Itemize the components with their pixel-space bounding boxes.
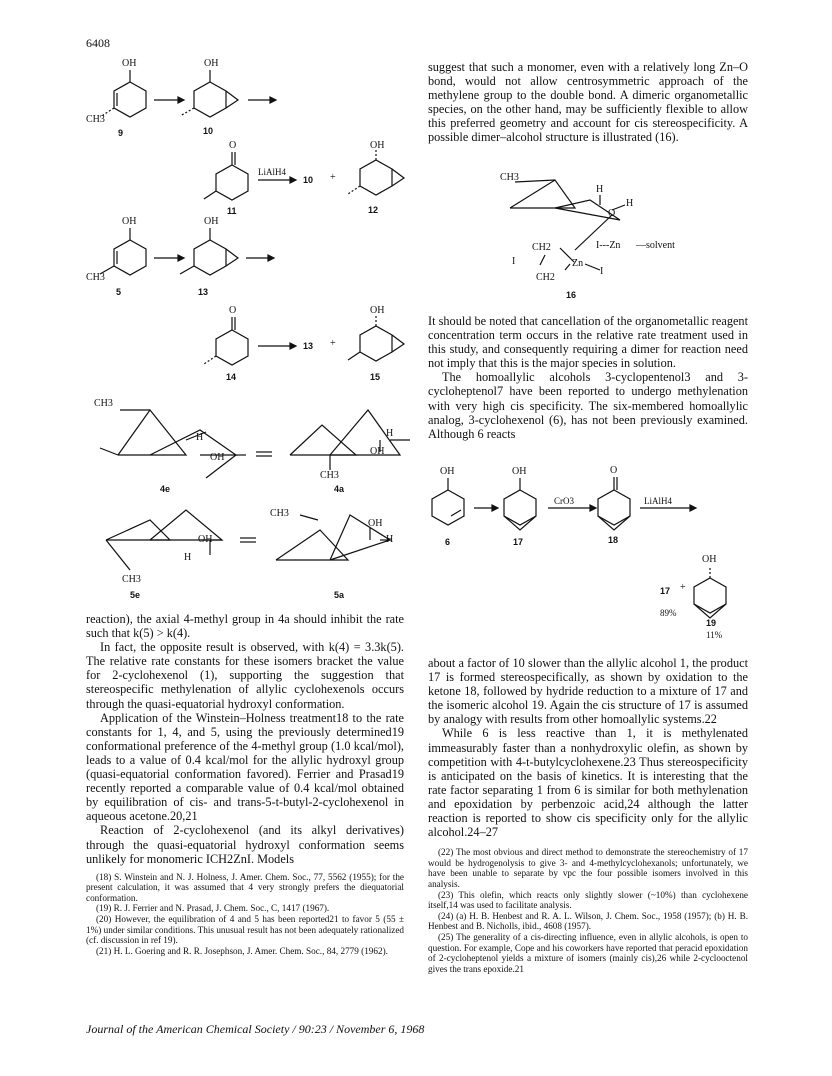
footnote: (23) This olefin, which reacts only slightly slower (~10%) than cyclohexene itself,14 was used to facilitate analysis. xyxy=(428,889,748,911)
oh-label: OH xyxy=(440,466,455,477)
ch2-label: CH2 xyxy=(536,272,555,283)
h-label: H xyxy=(196,432,204,443)
label-4a: 4a xyxy=(334,484,345,494)
h-label: H xyxy=(386,428,394,439)
footnote: (24) (a) H. B. Henbest and R. A. L. Wilson, J. Chem. Soc., 1958 (1957); (b) H. B. Henbest and B. Nicholls, ibid., 4608 (1957). xyxy=(428,910,748,932)
o-label: O xyxy=(229,305,237,316)
right-column-bottom-text xyxy=(428,656,748,974)
footnote: (20) However, the equilibration of 4 and 5 has been reported21 to favor 5 (55 ± 1%) under similar conditions. This unusual result has not been adequately rationalized (cf. discussion in ref 19). xyxy=(86,914,404,946)
ch3-label: CH3 xyxy=(500,172,519,183)
right-column-middle-text xyxy=(428,314,748,441)
structure-10 xyxy=(180,70,238,117)
oh-label: OH xyxy=(370,140,385,151)
plus: + xyxy=(330,338,336,349)
structure-19 xyxy=(694,566,726,618)
label-15: 15 xyxy=(370,372,381,382)
label-18: 18 xyxy=(608,535,619,545)
ch3-label: CH3 xyxy=(86,272,105,283)
ch3-label: CH3 xyxy=(270,508,289,519)
footnotes-right xyxy=(428,847,748,974)
oh-label: OH xyxy=(204,216,219,227)
structure-9 xyxy=(100,70,146,117)
structure-14 xyxy=(204,317,248,365)
footnotes-left xyxy=(86,872,404,957)
label-19: 19 xyxy=(706,618,717,628)
label-6: 6 xyxy=(445,537,451,547)
plus: + xyxy=(680,582,686,593)
zn-label: Zn xyxy=(572,258,584,269)
footnote: (21) H. L. Goering and R. R. Josephson, J. Amer. Chem. Soc., 84, 2779 (1962). xyxy=(96,945,388,956)
oh-label: OH xyxy=(368,518,383,529)
oh-label: OH xyxy=(210,452,225,463)
label-9: 9 xyxy=(118,128,124,138)
h-label: H xyxy=(184,552,192,563)
label-10: 10 xyxy=(203,126,214,136)
structure-4a xyxy=(290,410,410,470)
footnote: (22) The most obvious and direct method to demonstrate the stereochemistry of 17 would be hydrogenolysis to give 3- and 4-methylcyclohexanols; unfortunately, we have been unable to separate by vpc the four possible isomers involved in this analysis. xyxy=(428,847,748,889)
label-14: 14 xyxy=(226,372,237,382)
left-column-text xyxy=(86,612,404,956)
paragraph: reaction), the axial 4-methyl group in 4a should inhibit the rate such that k(5) > k(4). xyxy=(86,612,404,641)
label-17: 17 xyxy=(513,537,524,547)
h-label: H xyxy=(386,534,394,545)
journal-footer: Journal of the American Chemical Society / 90:23 / November 6, 1968 xyxy=(86,1022,425,1036)
plus-10: 10 xyxy=(303,175,314,185)
oh-label: OH xyxy=(370,305,385,316)
footnote: (25) The generality of a cis-directing influence, even in allylic alcohols, is open to question. For example, Cope and his coworkers have reported that peracid epoxidation of 2-cycloheptenol yields a mixture of isomers (mainly cis),26 while 2-cyclooctenol gives the trans epoxide.21 xyxy=(428,931,748,974)
structure-11 xyxy=(204,152,248,200)
paragraph: suggest that such a monomer, even with a relatively long Zn–O bond, would not allow centrosymmetric approach of the methylene group to the double bond. A dimeric organometallic species, on the other hand, may be sufficiently flexible to allow this preferred geometry and account for cis stereospecificity. A possible dimer–alcohol structure is illustrated (16). xyxy=(428,60,748,145)
o-label: O xyxy=(229,140,237,151)
footnote: (19) R. J. Ferrier and N. Prasad, J. Chem. Soc., C, 1417 (1967). xyxy=(96,903,330,914)
label-5: 5 xyxy=(116,287,122,297)
h-label: H xyxy=(626,198,634,209)
reagent-label: LiAlH4 xyxy=(644,496,672,506)
plus-17: 17 xyxy=(660,586,671,596)
oh-label: OH xyxy=(370,446,385,457)
label-5e: 5e xyxy=(130,590,141,600)
structure-12 xyxy=(348,150,404,195)
yield-19: 11% xyxy=(706,630,723,640)
structure-4e xyxy=(100,410,246,478)
footnote: (18) S. Winstein and N. J. Holness, J. Amer. Chem. Soc., 77, 5562 (1955); for the present calculation, it was assumed that 4 very strongly prefers the diequatorial conformation. xyxy=(86,871,404,903)
paragraph: In fact, the opposite result is observed, with k(4) = 3.3k(5). The relative rate constants for these isomers bracket the value for 2-cyclohexenol (1), supporting the suggestion that stereospecific methylenation of allylic cyclohexenols occurs through the quasi-equatorial hydroxyl conformation. xyxy=(86,640,404,711)
oh-label: OH xyxy=(198,534,213,545)
oh-label: OH xyxy=(204,58,219,69)
structure-18 xyxy=(598,477,630,530)
o-label: O xyxy=(610,465,618,476)
label-5a: 5a xyxy=(334,590,345,600)
reagent-label: LiAlH4 xyxy=(258,167,286,177)
i-label: I xyxy=(600,266,604,277)
ch3-label: CH3 xyxy=(94,398,113,409)
label-16: 16 xyxy=(566,290,577,300)
izn-label: I---Zn xyxy=(596,240,621,251)
ch3-label: CH3 xyxy=(122,574,141,585)
structure-6 xyxy=(432,478,464,525)
yield-17: 89% xyxy=(660,608,677,618)
structure-13 xyxy=(180,228,238,275)
o-label: O xyxy=(608,208,616,219)
paragraph: about a factor of 10 slower than the allylic alcohol 1, the product 17 is formed stereospecifically, as shown by oxidation to the ketone 18, followed by hydride reduction to a mixture of 17 and the isomeric alcohol 19. Again the cis structure of 17 is assumed by analogy with results from other homoallylic systems.22 xyxy=(428,656,748,727)
cro3-label: CrO3 xyxy=(554,496,574,506)
label-11: 11 xyxy=(227,206,237,216)
paragraph: It should be noted that cancellation of the organometallic reagent concentration term occurs in the relative rate treatment used in this study, and consequently requiring a dimer for reaction need not imply that this is the major species in solution. xyxy=(428,314,748,371)
structure-15 xyxy=(348,316,404,361)
structure-16 xyxy=(510,180,625,270)
right-column-top-text xyxy=(428,60,748,145)
paragraph: Application of the Winstein–Holness treatment18 to the rate constants for 1, 4, and 5, using the previously determined19 conformational preference of the 4-methyl group (1.0 kcal/mol), leads to a value of 0.4 kcal/mol for the allylic hydroxyl group (quasi-equatorial conformation favored). Ferrier and Prasad19 recently reported a comparable value of 0.4 kcal/mol obtained by equilibration of cis- and trans-5-t-butyl-2-cyclohexenol in aqueous acetone.20,21 xyxy=(86,710,404,824)
label-12: 12 xyxy=(368,205,379,215)
paragraph: Reaction of 2-cyclohexenol (and its alkyl derivatives) through the quasi-equatorial hydroxyl conformation seems unlikely for monomeric ICH2ZnI. Models xyxy=(86,823,404,866)
solvent-label: —solvent xyxy=(636,240,675,251)
paragraph: The homoallylic alcohols 3-cyclopentenol3 and 3-cycloheptenol7 have been reported to undergo methylenation with very high cis specificity. The six-membered homoallylic analog, 3-cyclohexenol (6), has not been previously examined. Although 6 reacts xyxy=(428,370,748,441)
paragraph: While 6 is less reactive than 1, it is methylenated immeasurably faster than a nonhydroxylic olefin, as shown by competition with 4-t-butylcyclohexene.23 Thus stereospecificity is anticipated on the basis of kinetics. It is interesting that the rate factor separating 1 from 6 is similar for both methylenation and epoxidation by perbenzoic acid,24 although the latter reaction is reported to show cis specificity only for the allylic alcohol.24–27 xyxy=(428,726,748,840)
plus-13: 13 xyxy=(303,341,314,351)
page-number: 6408 xyxy=(86,36,110,50)
oh-label: OH xyxy=(122,216,137,227)
plus: + xyxy=(330,172,336,183)
ch3-label: CH3 xyxy=(320,470,339,481)
structure-17 xyxy=(504,478,536,530)
i-label: I xyxy=(512,256,516,267)
oh-label: OH xyxy=(122,58,137,69)
h-label: H xyxy=(596,184,604,195)
oh-label: OH xyxy=(512,466,527,477)
oh-label: OH xyxy=(702,554,717,565)
label-13: 13 xyxy=(198,287,209,297)
label-4e: 4e xyxy=(160,484,171,494)
structure-5 xyxy=(100,228,146,275)
ch2-label: CH2 xyxy=(532,242,551,253)
ch3-label: CH3 xyxy=(86,114,105,125)
